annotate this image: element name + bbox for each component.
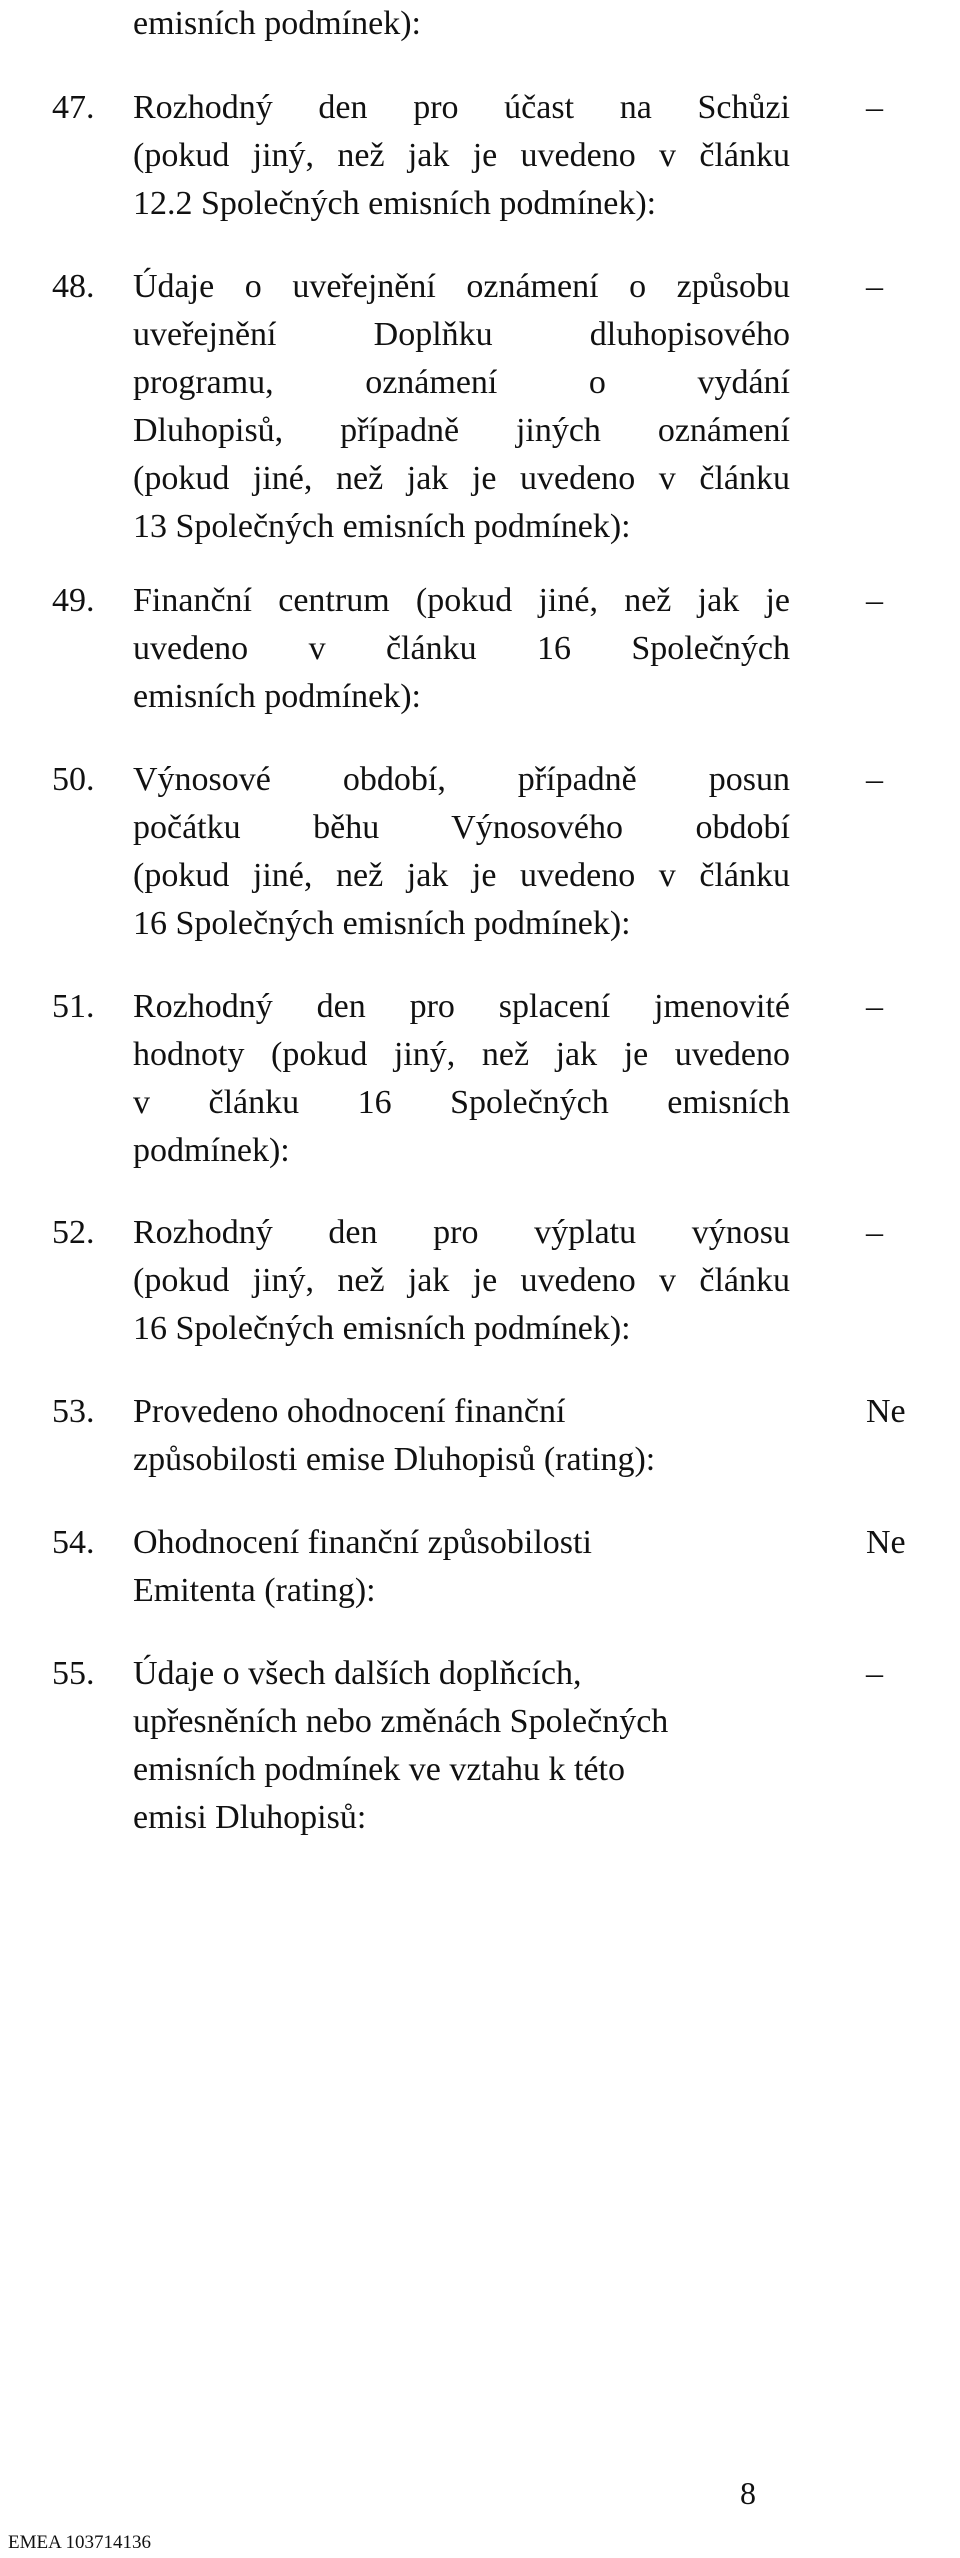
footer-document-id: EMEA 103714136: [8, 2532, 152, 2553]
item-number: 51.: [52, 988, 95, 1025]
text-line: Údaje o uveřejnění oznámení o způsobu: [133, 268, 790, 305]
item-number: 53.: [52, 1393, 95, 1430]
item-number: 54.: [52, 1524, 95, 1561]
item-text: [133, 1650, 790, 1842]
item-number: 49.: [52, 582, 95, 619]
item-text: [133, 577, 790, 721]
text-line: emisních podmínek):: [133, 678, 422, 715]
text-line: (pokud jiný, než jak je uvedeno v článku: [133, 1262, 790, 1299]
page-number: 8: [740, 2475, 756, 2511]
text-line: počátku běhu Výnosového období: [133, 809, 790, 846]
text-line: způsobilosti emise Dluhopisů (rating):: [133, 1441, 656, 1478]
text-line: hodnoty (pokud jiný, než jak je uvedeno: [133, 1036, 790, 1073]
text-line: 16 Společných emisních podmínek):: [133, 1310, 631, 1347]
text-line: 13 Společných emisních podmínek):: [133, 508, 631, 545]
text-line: v článku 16 Společných emisních: [133, 1084, 790, 1121]
item-text: [133, 1388, 790, 1484]
item-text: [133, 84, 790, 228]
text-line: 16 Společných emisních podmínek):: [133, 905, 631, 942]
continuation-fragment: emisních podmínek):: [133, 5, 422, 42]
text-line: Ohodnocení finanční způsobilosti: [133, 1524, 592, 1561]
item-value: –: [866, 761, 883, 798]
text-line: Rozhodný den pro výplatu výnosu: [133, 1214, 790, 1251]
item-number: 48.: [52, 268, 95, 305]
item-value: –: [866, 268, 883, 305]
text-line: upřesněních nebo změnách Společných: [133, 1703, 669, 1740]
text-line: uvedeno v článku 16 Společných: [133, 630, 790, 667]
item-value: Ne: [866, 1524, 906, 1561]
text-line: Provedeno ohodnocení finanční: [133, 1393, 566, 1430]
text-line: podmínek):: [133, 1132, 290, 1169]
item-text: [133, 1519, 790, 1615]
item-value: –: [866, 988, 883, 1025]
text-line: emisních podmínek ve vztahu k této: [133, 1751, 625, 1788]
item-text: [133, 263, 790, 551]
item-text: [133, 756, 790, 948]
text-line: Rozhodný den pro splacení jmenovité: [133, 988, 790, 1025]
item-value: Ne: [866, 1393, 906, 1430]
item-number: 50.: [52, 761, 95, 798]
text-line: programu, oznámení o vydání: [133, 364, 790, 401]
item-number: 47.: [52, 89, 95, 126]
item-value: –: [866, 582, 883, 619]
item-number: 52.: [52, 1214, 95, 1251]
text-line: Dluhopisů, případně jiných oznámení: [133, 412, 790, 449]
text-line: 12.2 Společných emisních podmínek):: [133, 185, 657, 222]
text-line: (pokud jiné, než jak je uvedeno v článku: [133, 460, 790, 497]
text-line: Emitenta (rating):: [133, 1572, 376, 1609]
item-number: 55.: [52, 1655, 95, 1692]
item-value: –: [866, 1214, 883, 1251]
text-line: Rozhodný den pro účast na Schůzi: [133, 89, 790, 126]
item-value: –: [866, 1655, 883, 1692]
text-line: Výnosové období, případně posun: [133, 761, 790, 798]
item-text: [133, 983, 790, 1175]
text-line: Údaje o všech dalších doplňcích,: [133, 1655, 582, 1692]
text-line: Finanční centrum (pokud jiné, než jak je: [133, 582, 790, 619]
text-line: uveřejnění Doplňku dluhopisového: [133, 316, 790, 353]
text-line: emisi Dluhopisů:: [133, 1799, 367, 1836]
item-text: [133, 1209, 790, 1353]
item-value: –: [866, 89, 883, 126]
text-line: (pokud jiný, než jak je uvedeno v článku: [133, 137, 790, 174]
text-line: (pokud jiné, než jak je uvedeno v článku: [133, 857, 790, 894]
